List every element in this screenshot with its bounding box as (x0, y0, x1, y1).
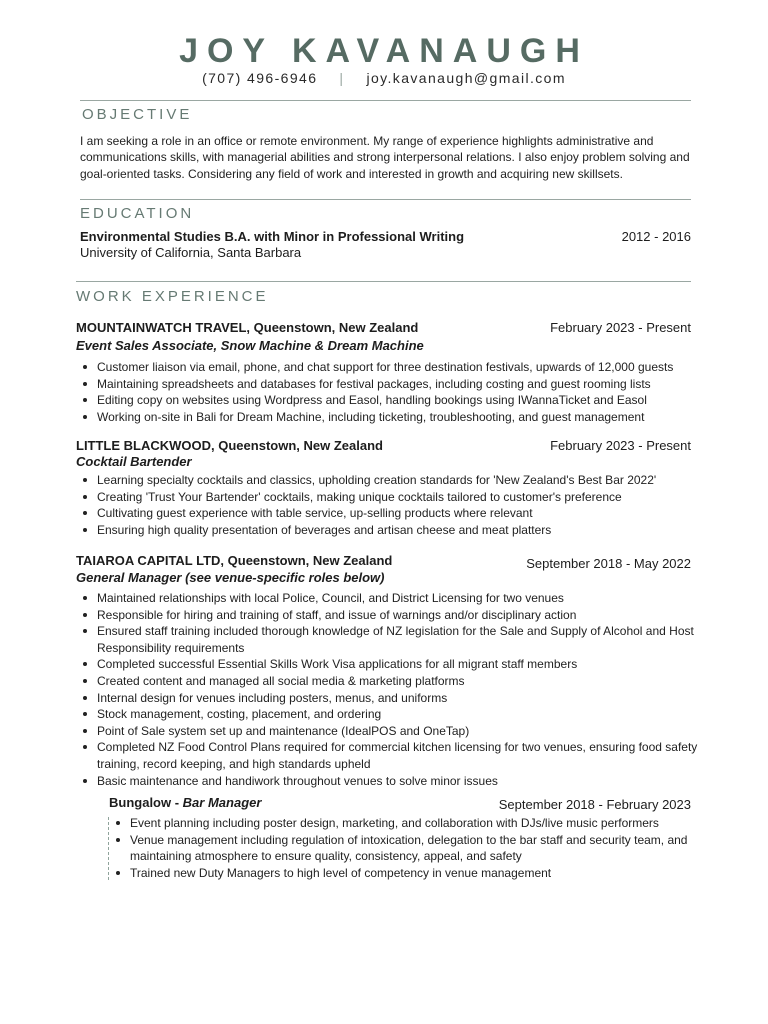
job-company: LITTLE BLACKWOOD, Queenstown, New Zealand (76, 438, 383, 453)
job-bullet: Created content and managed all social media & marketing platforms (76, 673, 698, 690)
education-dates: 2012 - 2016 (621, 229, 691, 244)
job-bullet-list (76, 472, 698, 538)
resume-name: JOY KAVANAUGH (179, 32, 589, 70)
job-role: Cocktail Bartender (76, 454, 192, 469)
sub-role-title: Bar Manager (182, 795, 262, 810)
email-address: joy.kavanaugh@gmail.com (366, 70, 566, 86)
job-bullet: Editing copy on websites using Wordpress and Easol, handling bookings using IWannaTicket and Easol (76, 392, 698, 409)
education-heading: EDUCATION (80, 205, 195, 222)
job-bullet-list (76, 359, 698, 425)
job-bullet: Completed successful Essential Skills Work Visa applications for all migrant staff members (76, 656, 698, 673)
job-company: TAIAROA CAPITAL LTD, Queenstown, New Zealand (76, 553, 393, 568)
job-bullet: Internal design for venues including posters, menus, and uniforms (76, 690, 698, 707)
job-role: General Manager (see venue-specific roles below) (76, 570, 385, 585)
objective-divider (80, 100, 691, 101)
job-bullet: Basic maintenance and handiwork throughout venues to solve minor issues (76, 773, 698, 790)
job-bullet: Completed NZ Food Control Plans required for commercial kitchen licensing for two venues, ensuring food safety training, record keeping, and high standards upheld (76, 739, 698, 772)
contact-separator: | (339, 70, 345, 86)
sub-role-heading (109, 795, 489, 811)
work-divider (76, 281, 691, 282)
sub-role-dash: - (171, 795, 183, 810)
job-bullet: Learning specialty cocktails and classics, upholding creation standards for 'New Zealand's Best Bar 2022' (76, 472, 698, 489)
job-company: MOUNTAINWATCH TRAVEL, Queenstown, New Zealand (76, 320, 419, 335)
job-bullet: Maintained relationships with local Police, Council, and District Licensing for two venues (76, 590, 698, 607)
job-role: Event Sales Associate, Snow Machine & Dream Machine (76, 338, 424, 353)
objective-text: I am seeking a role in an office or remote environment. My range of experience highlights administrative and communications skills, with managerial abilities and strong interpersonal relations. I also enjoy problem solving and goal-oriented tasks. Considering any field of work and interested in growth and acquiring new skillsets. (80, 134, 690, 181)
sub-role-bullet: Event planning including poster design, marketing, and collaboration with DJs/live music performers (109, 815, 691, 832)
objective-heading: OBJECTIVE (82, 106, 193, 123)
education-divider (80, 199, 691, 200)
job-bullet: Ensuring high quality presentation of beverages and artisan cheese and meat platters (76, 522, 698, 539)
education-degree: Environmental Studies B.A. with Minor in Professional Writing (80, 229, 465, 244)
sub-role-bullet: Trained new Duty Managers to high level of competency in venue management (109, 865, 691, 882)
job-bullet: Point of Sale system set up and maintenance (IdealPOS and OneTap) (76, 723, 698, 740)
contact-line (0, 69, 768, 87)
job-bullet: Customer liaison via email, phone, and chat support for three destination festivals, upwards of 12,000 guests (76, 359, 698, 376)
job-dates: February 2023 - Present (550, 320, 691, 335)
sub-role-bullet-list (109, 815, 691, 881)
job-bullet: Responsible for hiring and training of staff, and issue of warnings and/or disciplinary action (76, 607, 698, 624)
job-bullet: Maintaining spreadsheets and databases for festival packages, including costing and guest rooming lists (76, 376, 698, 393)
sub-role-dates: September 2018 - February 2023 (498, 797, 691, 812)
work-heading: WORK EXPERIENCE (76, 288, 269, 305)
phone-number: (707) 496-6946 (202, 70, 318, 86)
job-bullet: Cultivating guest experience with table service, up-selling products where relevant (76, 505, 698, 522)
job-dates: September 2018 - May 2022 (526, 556, 691, 571)
job-bullet: Ensured staff training included thorough knowledge of NZ legislation for the Sale and Supply of Alcohol and Host Responsibility requirements (76, 623, 698, 656)
job-bullet-list (76, 590, 698, 789)
sub-role-bullet: Venue management including regulation of intoxication, delegation to the bar staff and security team, and maintaining atmosphere to ensure quality, consistency, appeal, and safety (109, 832, 691, 865)
job-bullet: Stock management, costing, placement, and ordering (76, 706, 698, 723)
education-school: University of California, Santa Barbara (80, 245, 302, 260)
sub-role-venue: Bungalow (109, 795, 172, 810)
job-bullet: Creating 'Trust Your Bartender' cocktails, making unique cocktails tailored to customer's preference (76, 489, 698, 506)
job-bullet: Working on-site in Bali for Dream Machine, including ticketing, troubleshooting, and guest management (76, 409, 698, 426)
job-dates: February 2023 - Present (550, 438, 691, 453)
